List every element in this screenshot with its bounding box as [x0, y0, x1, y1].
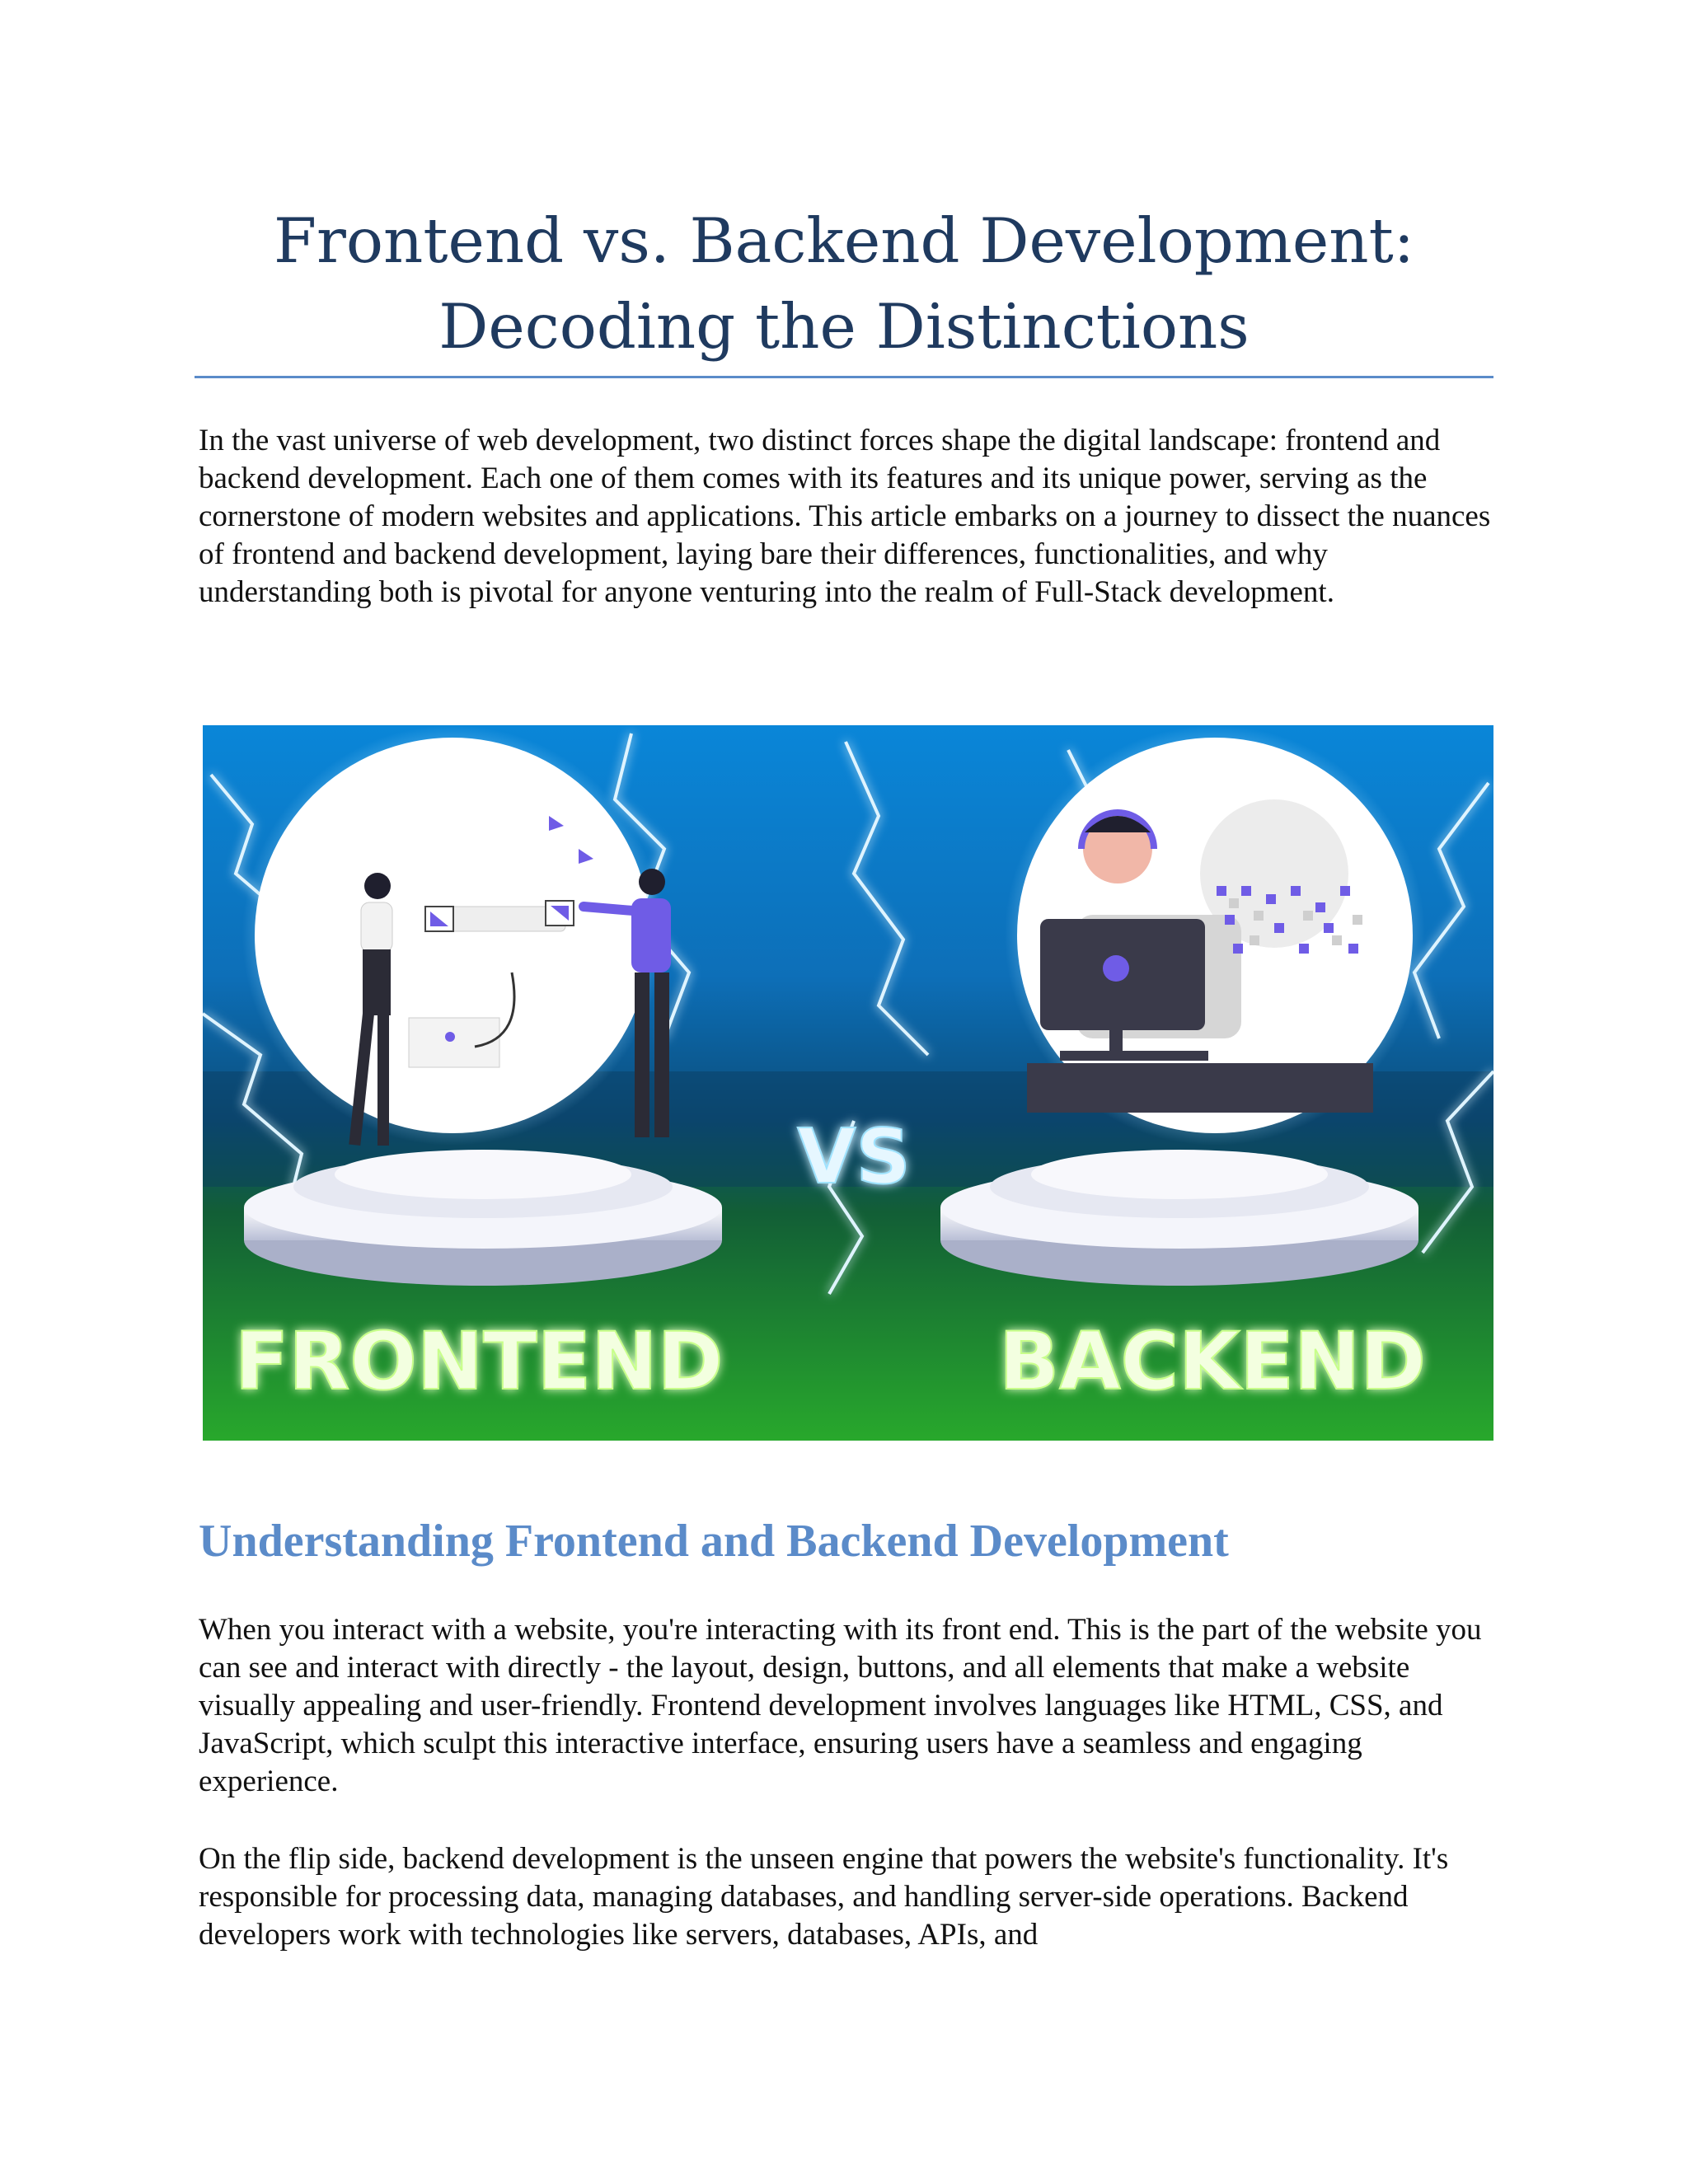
frontend-circle: [255, 738, 650, 1133]
page-title: [195, 198, 1493, 369]
vs-label: VS: [797, 1113, 911, 1201]
hero-illustration: [203, 725, 1493, 1441]
backend-label: BACKEND: [999, 1315, 1426, 1408]
section-heading: Understanding Frontend and Backend Development: [199, 1516, 1229, 1567]
body-paragraph-1: When you interact with a website, you're interacting with its front end. This is the part of the website you can see and interact with directly - the layout, design, buttons, and all elements that make a website visually appealing and user-friendly. Frontend development involves languages like HTML, CSS, and JavaScript, which sculpt this interactive interface, ensuring users have a seamless and engaging experience.: [199, 1613, 1482, 1798]
frontend-vs-backend-image: [203, 725, 1493, 1441]
frontend-label: FRONTEND: [234, 1315, 724, 1408]
title-line-2: Decoding the Distinctions: [438, 290, 1250, 363]
body-paragraph-2: On the flip side, backend development is the unseen engine that powers the website's functionality. It's responsible for processing data, managing databases, and handling server-side operations. Backend developers work with technologies like servers, databases, APIs, and: [199, 1842, 1449, 1952]
intro-paragraph: In the vast universe of web development, two distinct forces shape the digital landscape: frontend and backend development. Each one of them comes with its features and its unique power, serving as the cornerstone of modern websites and applications. This article embarks on a journey to dissect the nuances of frontend and backend development, laying bare their differences, functionalities, and why understanding both is pivotal for anyone venturing into the realm of Full-Stack development.: [199, 424, 1491, 609]
title-line-1: Frontend vs. Backend Development:: [273, 204, 1415, 277]
title-underline: [195, 376, 1493, 378]
